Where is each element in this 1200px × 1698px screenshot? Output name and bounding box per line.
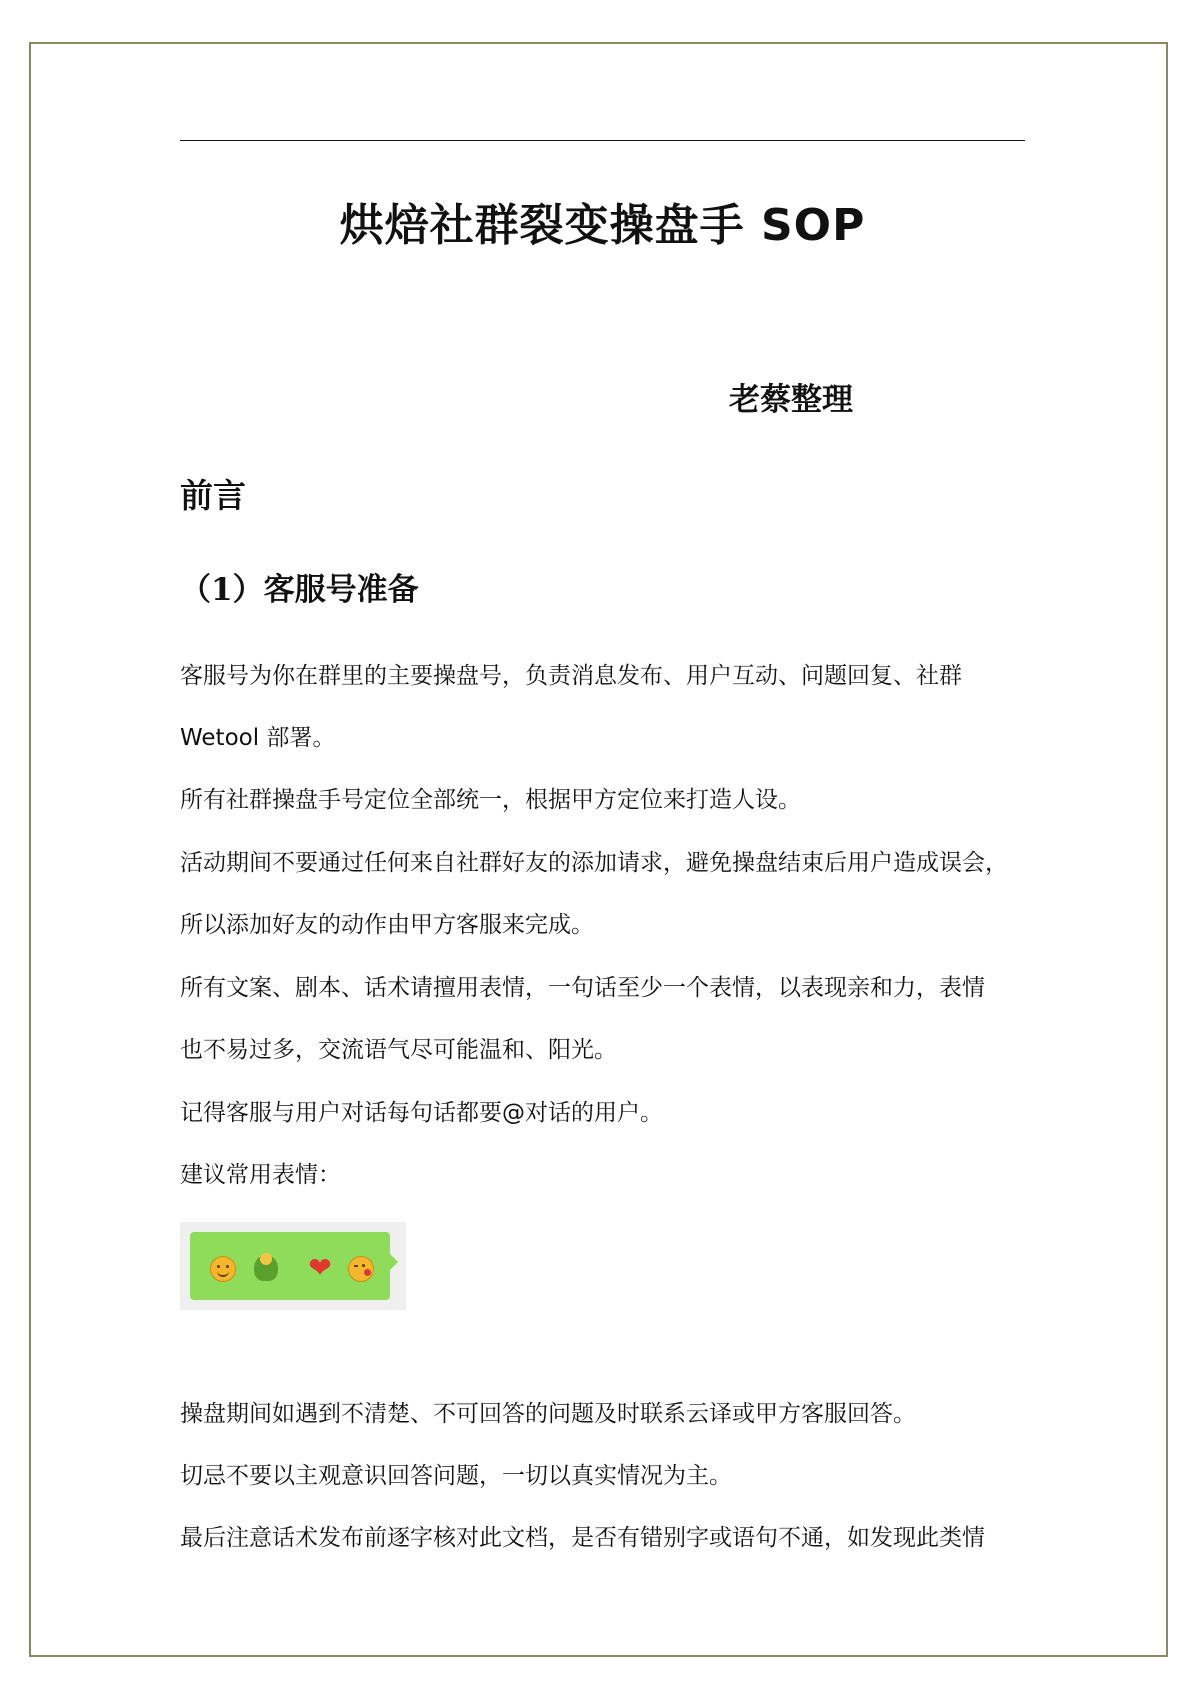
- paragraph-line: 操盘期间如遇到不清楚、不可回答的问题及时联系云译或甲方客服回答。: [180, 1401, 916, 1427]
- paragraph-line: 所有社群操盘手号定位全部统一，根据甲方定位来打造人设。: [180, 787, 801, 813]
- kiss-face-icon: [348, 1256, 374, 1282]
- paragraph-line: 也不易过多，交流语气尽可能温和、阳光。: [180, 1037, 617, 1063]
- paragraph-line: 建议常用表情：: [180, 1162, 341, 1188]
- paragraph-line: 记得客服与用户对话每句话都要@对话的用户。: [180, 1100, 663, 1126]
- chat-bubble: [190, 1232, 390, 1300]
- pig-head-icon: [254, 1255, 278, 1281]
- paragraph-line: 所以添加好友的动作由甲方客服来完成。: [180, 912, 594, 938]
- heart-icon: ❤: [308, 1251, 332, 1284]
- bubble-tail: [390, 1254, 398, 1270]
- smile-face-icon: [210, 1256, 236, 1282]
- sub-heading: （1）客服号准备: [180, 572, 419, 608]
- paragraph-line: 所有文案、剧本、话术请擅用表情，一句话至少一个表情，以表现亲和力，表情: [180, 975, 985, 1001]
- emoji-example-image: [180, 1222, 406, 1310]
- paragraph-line: 活动期间不要通过任何来自社群好友的添加请求，避免操盘结束后用户造成误会，: [180, 850, 1008, 876]
- section-heading: 前言: [180, 476, 246, 515]
- document-title: 烘焙社群裂变操盘手 SOP: [339, 200, 866, 251]
- paragraph-line: 最后注意话术发布前逐字核对此文档，是否有错别字或语句不通，如发现此类情: [180, 1525, 985, 1551]
- paragraph-line: 客服号为你在群里的主要操盘号，负责消息发布、用户互动、问题回复、社群: [180, 663, 962, 689]
- author-credit: 老蔡整理: [729, 382, 853, 418]
- paragraph-line: Wetool 部署。: [180, 725, 336, 751]
- header-rule: [180, 140, 1025, 141]
- paragraph-line: 切忌不要以主观意识回答问题，一切以真实情况为主。: [180, 1463, 732, 1489]
